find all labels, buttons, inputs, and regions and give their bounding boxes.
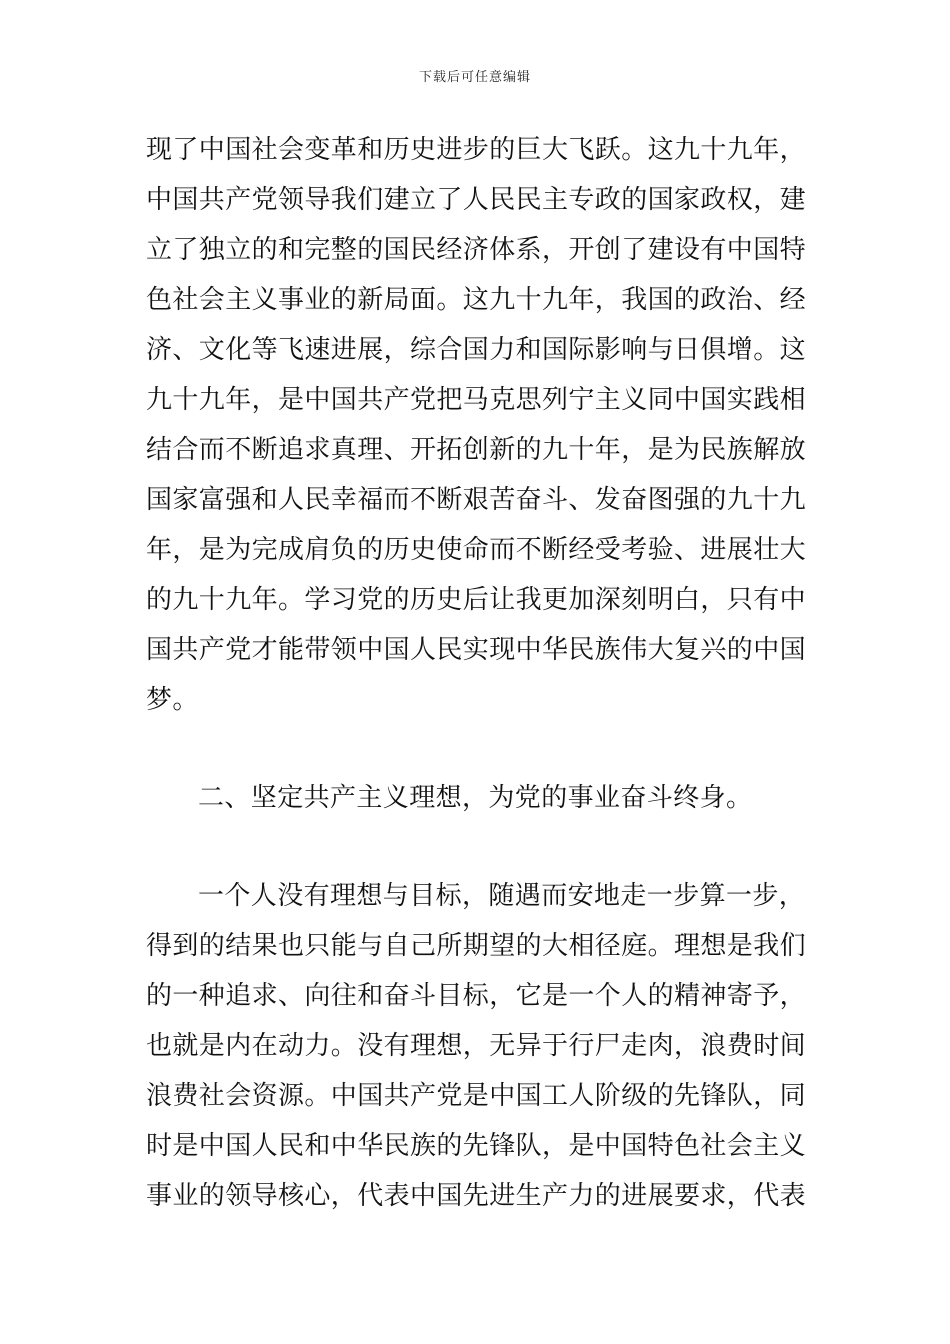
paragraph-line: 九十九年，是中国共产党把马克思列宁主义同中国实践相 xyxy=(146,385,807,415)
paragraph-line: 时是中国人民和中华民族的先锋队，是中国特色社会主义 xyxy=(146,1131,807,1161)
paragraph-line: 浪费社会资源。中国共产党是中国工人阶级的先锋队，同 xyxy=(146,1081,807,1111)
paragraph-line: 中国共产党领导我们建立了人民民主专政的国家政权，建 xyxy=(146,185,807,215)
header-note: 下载后可任意编辑 xyxy=(418,70,531,85)
paragraph-line: 色社会主义事业的新局面。这九十九年，我国的政治、经 xyxy=(146,285,807,315)
paragraph-line: 现了中国社会变革和历史进步的巨大飞跃。这九十九年， xyxy=(146,135,807,165)
paragraph-line: 济、文化等飞速进展，综合国力和国际影响与日俱增。这 xyxy=(146,335,807,365)
paragraph-line: 的一种追求、向往和奋斗目标，它是一个人的精神寄予， xyxy=(146,981,807,1011)
paragraph-line: 梦。 xyxy=(146,685,199,715)
paragraph-line: 的九十九年。学习党的历史后让我更加深刻明白，只有中 xyxy=(146,585,807,615)
section-heading: 二、坚定共产主义理想，为党的事业奋斗终身。 xyxy=(198,783,753,813)
paragraph-line: 一个人没有理想与目标，随遇而安地走一步算一步， xyxy=(198,881,806,911)
paragraph-line: 得到的结果也只能与自己所期望的大相径庭。理想是我们 xyxy=(146,931,807,961)
paragraph-line: 国家富强和人民幸福而不断艰苦奋斗、发奋图强的九十九 xyxy=(146,485,807,515)
paragraph-line: 国共产党才能带领中国人民实现中华民族伟大复兴的中国 xyxy=(146,635,807,665)
paragraph-line: 年，是为完成肩负的历史使命而不断经受考验、进展壮大 xyxy=(146,535,807,565)
paragraph-line: 结合而不断追求真理、开拓创新的九十年，是为民族解放 xyxy=(146,435,807,465)
paragraph-line: 事业的领导核心，代表中国先进生产力的进展要求，代表 xyxy=(146,1181,807,1211)
paragraph-line: 立了独立的和完整的国民经济体系，开创了建设有中国特 xyxy=(146,235,807,265)
paragraph-line: 也就是内在动力。没有理想，无异于行尸走肉，浪费时间 xyxy=(146,1031,807,1061)
